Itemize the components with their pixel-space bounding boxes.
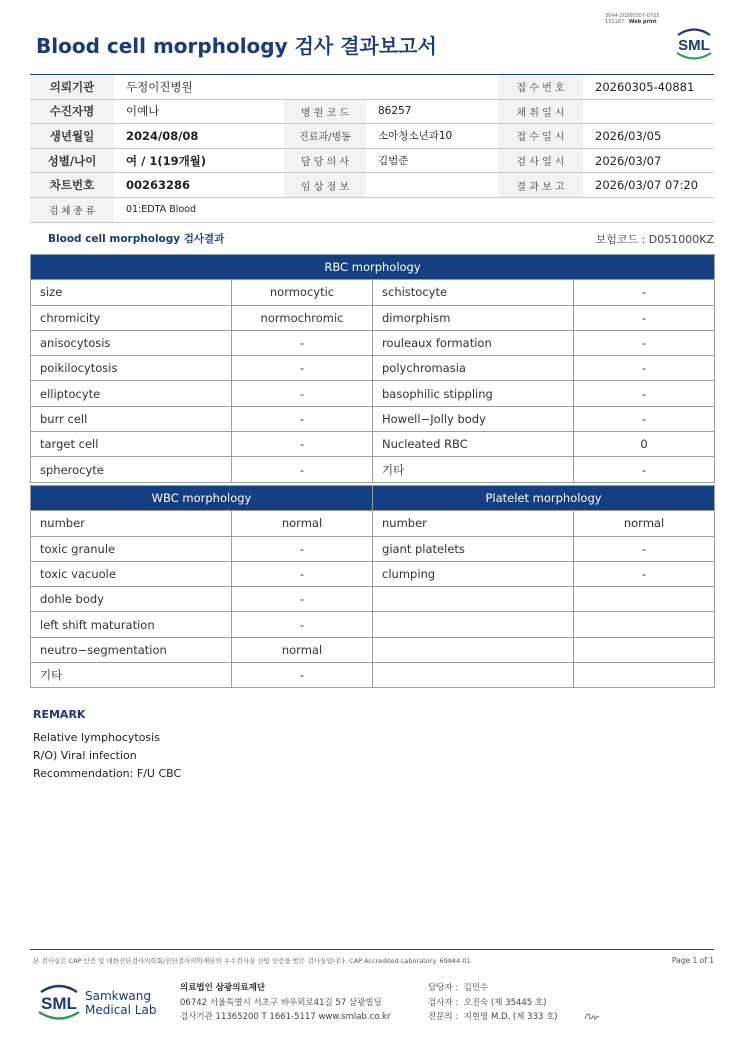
value-patient-name: 이예나 — [114, 99, 284, 124]
test-result: - — [232, 330, 373, 355]
footer-divider — [30, 949, 714, 950]
staff-row — [428, 1010, 558, 1025]
test-result: normal — [232, 637, 373, 662]
table-row — [31, 511, 715, 536]
label-sex-age: 성별/나이 — [30, 148, 114, 173]
sml-logo-icon — [36, 981, 82, 1023]
label-physician: 담 당 의 사 — [284, 148, 366, 173]
table-row — [31, 280, 715, 305]
test-result: - — [574, 381, 715, 406]
test-result: normal — [574, 511, 715, 536]
value-hospital-code: 86257 — [366, 99, 498, 124]
test-name: number — [31, 511, 232, 536]
lab-name-line1: Samkwang — [85, 989, 151, 1003]
test-name — [373, 587, 574, 612]
value-clinical-info — [366, 173, 498, 198]
test-result: - — [232, 663, 373, 688]
value-empty — [366, 75, 498, 100]
info-row — [30, 124, 714, 149]
label-receipt-date: 접 수 일 시 — [498, 124, 583, 149]
table-row — [31, 305, 715, 330]
rbc-header-row — [31, 255, 715, 280]
test-name: left shift maturation — [31, 612, 232, 637]
label-receipt-number: 접 수 번 호 — [498, 75, 583, 100]
test-name — [373, 663, 574, 688]
value-receipt-date: 2026/03/05 — [583, 124, 714, 149]
table-row — [31, 612, 715, 637]
value-sex-age: 여 / 1(19개월) — [114, 148, 284, 173]
web-print-label: Web print — [628, 19, 657, 25]
table-row — [31, 356, 715, 381]
test-name: Howell−Jolly body — [373, 406, 574, 431]
info-row — [30, 99, 714, 124]
info-row — [30, 75, 714, 100]
table-row — [31, 587, 715, 612]
test-name: schistocyte — [373, 280, 574, 305]
value-receipt-number: 20260305-40881 — [583, 75, 714, 100]
test-name: toxic vacuole — [31, 561, 232, 586]
logo-text: SML — [41, 994, 77, 1013]
value-result-report: 2026/03/07 07:20 — [583, 173, 714, 198]
staff-role: 담당자 : — [428, 983, 459, 993]
remark-line: R/O) Viral infection — [33, 749, 137, 762]
rbc-morphology-table — [30, 254, 715, 483]
test-result: 0 — [574, 432, 715, 457]
test-name — [373, 637, 574, 662]
test-name: giant platelets — [373, 536, 574, 561]
test-result: - — [232, 612, 373, 637]
test-result: - — [574, 330, 715, 355]
table-row — [31, 663, 715, 688]
doc-sub: 131187 — [605, 19, 625, 25]
info-row — [30, 197, 714, 222]
test-name: target cell — [31, 432, 232, 457]
remark-line: Relative lymphocytosis — [33, 731, 160, 744]
test-result: - — [574, 536, 715, 561]
test-result: - — [232, 457, 373, 482]
test-result: - — [232, 561, 373, 586]
signature-icon — [583, 1009, 601, 1023]
staff-role: 전문의 : — [428, 1012, 459, 1022]
label-hospital-code: 병 원 코 드 — [284, 99, 366, 124]
test-result — [574, 637, 715, 662]
test-result: normal — [232, 511, 373, 536]
foundation-name: 의료법인 삼광의료재단 — [180, 983, 266, 993]
foundation-info — [180, 981, 390, 1025]
test-name: burr cell — [31, 406, 232, 431]
label-chart-number: 차트번호 — [30, 173, 114, 198]
table-row — [31, 637, 715, 662]
test-result — [574, 587, 715, 612]
label-patient-name: 수진자명 — [30, 99, 114, 124]
remark-line: Recommendation: F/U CBC — [33, 767, 182, 780]
table-row — [31, 381, 715, 406]
wbc-header: WBC morphology — [31, 486, 373, 511]
test-result: - — [232, 587, 373, 612]
test-result: - — [574, 457, 715, 482]
test-result — [574, 663, 715, 688]
test-name: anisocytosis — [31, 330, 232, 355]
test-result: normocytic — [232, 280, 373, 305]
document-code — [605, 13, 660, 25]
info-row — [30, 173, 714, 198]
test-name: neutro−segmentation — [31, 637, 232, 662]
test-name: size — [31, 280, 232, 305]
label-collection-date: 채 취 일 시 — [498, 99, 583, 124]
lab-name-line2: Medical Lab — [85, 1003, 157, 1017]
test-name: basophilic stippling — [373, 381, 574, 406]
value-specimen-type: 01:EDTA Blood — [114, 197, 714, 222]
value-department: 소아청소년과10 — [366, 124, 498, 149]
wbc-platelet-table — [30, 485, 715, 688]
test-name: dimorphism — [373, 305, 574, 330]
patient-info-table — [30, 74, 714, 223]
test-result: - — [574, 280, 715, 305]
table-row — [31, 536, 715, 561]
staff-name: 김민수 — [463, 983, 489, 993]
staff-name: 지현영 M.D. (제 333 호) — [463, 1012, 558, 1022]
test-result: - — [232, 406, 373, 431]
test-result: - — [232, 356, 373, 381]
rbc-header: RBC morphology — [31, 255, 715, 280]
label-birth-date: 생년월일 — [30, 124, 114, 149]
table-row — [31, 561, 715, 586]
staff-name: 오진숙 (제 35445 호) — [463, 997, 547, 1008]
insurance-code: 보험코드 : D051000KZ — [595, 233, 714, 246]
value-test-date: 2026/03/07 — [583, 148, 714, 173]
label-requesting-institution: 의뢰기관 — [30, 75, 114, 100]
value-chart-number: 00263286 — [114, 173, 284, 198]
label-department: 진료과/병동 — [284, 124, 366, 149]
test-result: normochromic — [232, 305, 373, 330]
remark-title: REMARK — [33, 708, 86, 721]
section-title: Blood cell morphology 검사결과 — [48, 233, 225, 245]
test-name: Nucleated RBC — [373, 432, 574, 457]
remark-text — [33, 729, 181, 783]
table-row — [31, 330, 715, 355]
test-result: - — [232, 536, 373, 561]
staff-role: 검사자 : — [428, 997, 459, 1008]
value-physician: 김범준 — [366, 148, 498, 173]
test-name: clumping — [373, 561, 574, 586]
test-name: poikilocytosis — [31, 356, 232, 381]
table-row — [31, 432, 715, 457]
sml-logo-icon — [674, 26, 714, 62]
test-name: spherocyte — [31, 457, 232, 482]
test-result: - — [232, 381, 373, 406]
wbc-header-row — [31, 486, 715, 511]
logo-text: SML — [678, 37, 710, 54]
test-name: 기타 — [31, 663, 232, 688]
test-name: polychromasia — [373, 356, 574, 381]
test-name: 기타 — [373, 457, 574, 482]
wbc-rows — [31, 511, 715, 688]
label-clinical-info: 임 상 정 보 — [284, 173, 366, 198]
value-collection-date — [583, 99, 714, 124]
test-name — [373, 612, 574, 637]
platelet-header: Platelet morphology — [373, 486, 715, 511]
test-name: dohle body — [31, 587, 232, 612]
test-result: - — [232, 432, 373, 457]
value-requesting-institution: 두정이진병원 — [114, 75, 284, 100]
table-row — [31, 406, 715, 431]
test-name: chromicity — [31, 305, 232, 330]
accreditation-note: 본 검사실은 CAP 인증 및 대한진단검사의학회/진단검사의학재단의 우수검사실 신임 인증을 받은 검사실입니다. CAP Accredited Laboratory. 69944-01 — [33, 957, 471, 965]
label-empty — [284, 75, 366, 100]
test-name: rouleaux formation — [373, 330, 574, 355]
doc-code-line: 3044-20260307-0725 — [605, 13, 660, 19]
staff-info — [428, 981, 558, 1025]
page-title: Blood cell morphology 검사 결과보고서 — [36, 34, 437, 58]
test-result: - — [574, 561, 715, 586]
staff-row — [428, 996, 558, 1011]
foundation-contact: 검사기관 11365200 T 1661-5117 www.smlab.co.kr — [180, 1012, 391, 1022]
foundation-address: 06742 서울특별시 서초구 바우뫼로41길 57 삼광빌딩 — [180, 997, 382, 1008]
test-result: - — [574, 356, 715, 381]
staff-row — [428, 981, 558, 996]
info-row — [30, 148, 714, 173]
label-specimen-type: 검 체 종 류 — [30, 197, 114, 222]
rbc-rows — [31, 280, 715, 482]
test-name: toxic granule — [31, 536, 232, 561]
page-number: Page 1 of 1 — [671, 956, 714, 965]
test-result: - — [574, 406, 715, 431]
test-result: - — [574, 305, 715, 330]
table-row — [31, 457, 715, 482]
lab-name — [85, 989, 156, 1017]
test-name: elliptocyte — [31, 381, 232, 406]
label-test-date: 검 사 일 시 — [498, 148, 583, 173]
label-result-report: 결 과 보 고 — [498, 173, 583, 198]
test-result — [574, 612, 715, 637]
test-name: number — [373, 511, 574, 536]
doc-sub-line — [605, 19, 660, 25]
value-birth-date: 2024/08/08 — [114, 124, 284, 149]
